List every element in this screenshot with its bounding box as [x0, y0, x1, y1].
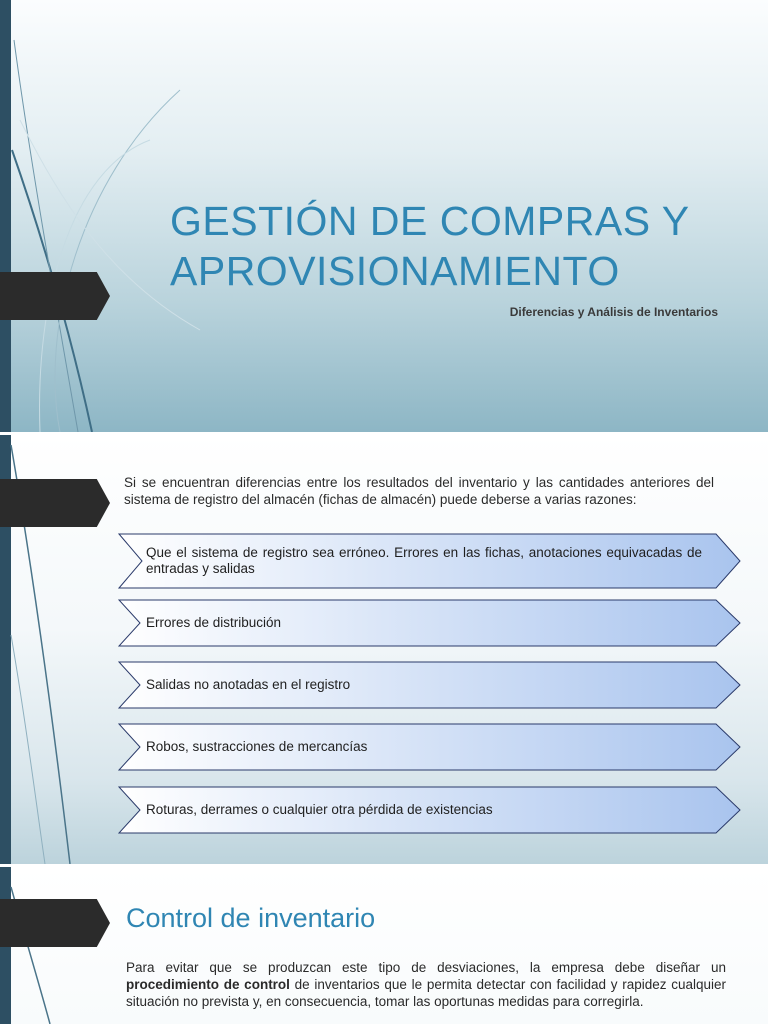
differences-slide — [0, 435, 768, 864]
slide-arrow-tab — [0, 272, 110, 320]
reason-item — [118, 723, 742, 771]
para-bold-term: procedimiento de control — [126, 977, 290, 992]
title-line-1: GESTIÓN DE COMPRAS Y — [170, 198, 690, 244]
reason-text: Que el sistema de registro sea erróneo. Errores en las fichas, anotaciones equivacadas de entradas y salidas — [146, 545, 702, 576]
control-paragraph — [126, 959, 726, 1010]
title-line-2: APROVISIONAMIENTO — [170, 248, 620, 294]
intro-text: Si se encuentran diferencias entre los resultados del inventario y las cantidades anteriores del sistema de registro del almacén (fichas de almacén) puede deberse a varias razones: — [124, 475, 714, 507]
reason-item — [118, 533, 742, 589]
section-heading: Control de inventario — [126, 903, 376, 933]
reason-text: Salidas no anotadas en el registro — [146, 677, 351, 692]
title-slide — [0, 0, 768, 432]
slide-arrow-tab — [0, 899, 110, 947]
reason-item — [118, 599, 742, 647]
para-text-2: de inventarios que le permita detectar con facilidad y rapidez cualquier situación no prevista y, en consecuencia, tomar las oportunas medidas para corregirla. — [126, 977, 726, 1009]
para-text-1: Para evitar que se produzcan este tipo de desviaciones, la empresa debe diseñar un — [126, 960, 726, 975]
inventory-control-slide — [0, 867, 768, 1024]
slide-arrow-tab — [0, 479, 110, 527]
reason-text: Robos, sustracciones de mercancías — [146, 739, 368, 754]
presentation-subtitle: Diferencias y Análisis de Inventarios — [509, 305, 718, 319]
reason-item — [118, 661, 742, 709]
reason-text: Roturas, derrames o cualquier otra pérdida de existencias — [146, 802, 493, 817]
reason-item — [118, 786, 742, 834]
presentation-title — [170, 196, 750, 296]
reason-text: Errores de distribución — [146, 615, 282, 630]
